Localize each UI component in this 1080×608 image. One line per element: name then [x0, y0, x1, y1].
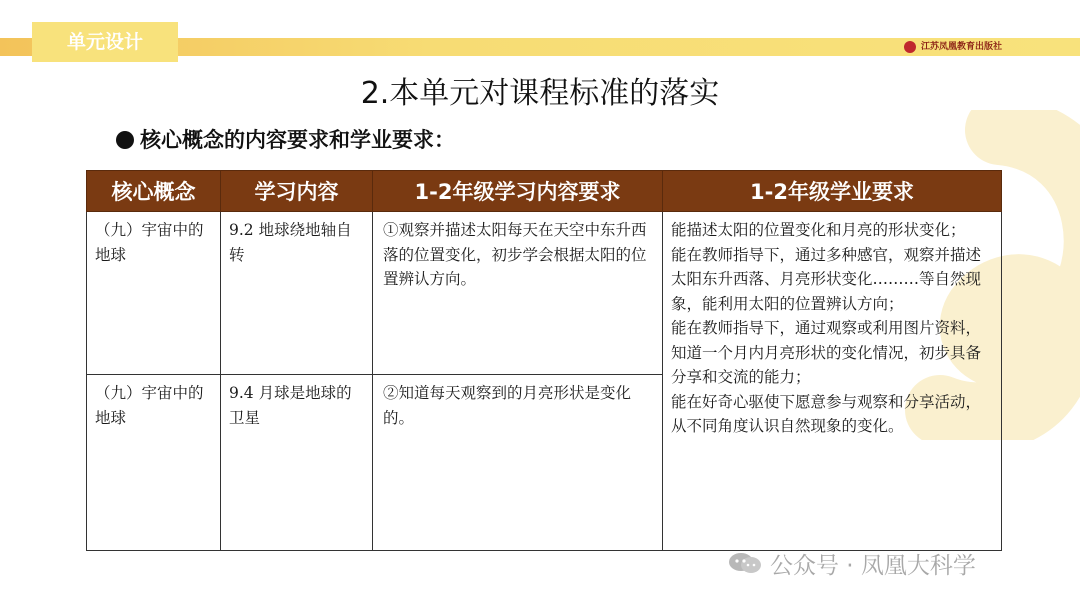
cell-requirement: ①观察并描述太阳每天在天空中东升西落的位置变化，初步学会根据太阳的位置辨认方向。	[373, 212, 663, 375]
page-title: 2.本单元对课程标准的落实	[360, 76, 720, 111]
cell-content: 9.2 地球绕地轴自转	[221, 212, 373, 375]
academic-line: 能在教师指导下，通过多种感官，观察并描述太阳东升西落、月亮形状变化………等自然现象，能利用太阳的位置辨认方向；	[671, 245, 982, 313]
section-subtitle-text: 核心概念的内容要求和学业要求：	[140, 128, 455, 152]
bullet-icon	[116, 131, 134, 149]
table-header-row	[87, 171, 1002, 212]
section-tag-label: 单元设计	[66, 31, 143, 53]
col-header-academic-requirement: 1-2年级学业要求	[663, 171, 1002, 212]
cell-content: 9.4 月球是地球的卫星	[221, 375, 373, 551]
academic-line: 能在好奇心驱使下愿意参与观察和分享活动，从不同角度认识自然现象的变化。	[671, 392, 982, 435]
publisher-name: 江苏凤凰教育出版社	[921, 42, 1003, 52]
watermark-text: 公众号 · 凤凰大科学	[770, 552, 976, 579]
academic-line: 能在教师指导下，通过观察或利用图片资料，知道一个月内月亮形状的变化情况，初步具备分享和交流的能力；	[671, 319, 982, 386]
publisher-emblem-icon	[904, 41, 916, 53]
col-header-concept: 核心概念	[87, 171, 221, 212]
section-subtitle	[116, 124, 455, 154]
col-header-content: 学习内容	[221, 171, 373, 212]
publisher-logo	[904, 38, 1002, 56]
cell-concept: （九）宇宙中的地球	[87, 375, 221, 551]
table-row	[87, 212, 1002, 375]
cell-requirement: ②知道每天观察到的月亮形状是变化的。	[373, 375, 663, 551]
academic-line: 能描述太阳的位置变化和月亮的形状变化；	[671, 221, 966, 239]
section-tag	[32, 22, 178, 62]
watermark	[728, 548, 976, 578]
col-header-content-requirement: 1-2年级学习内容要求	[373, 171, 663, 212]
cell-academic-requirement	[663, 212, 1002, 551]
wechat-icon	[728, 552, 762, 574]
standards-table	[86, 170, 1001, 551]
cell-concept: （九）宇宙中的地球	[87, 212, 221, 375]
